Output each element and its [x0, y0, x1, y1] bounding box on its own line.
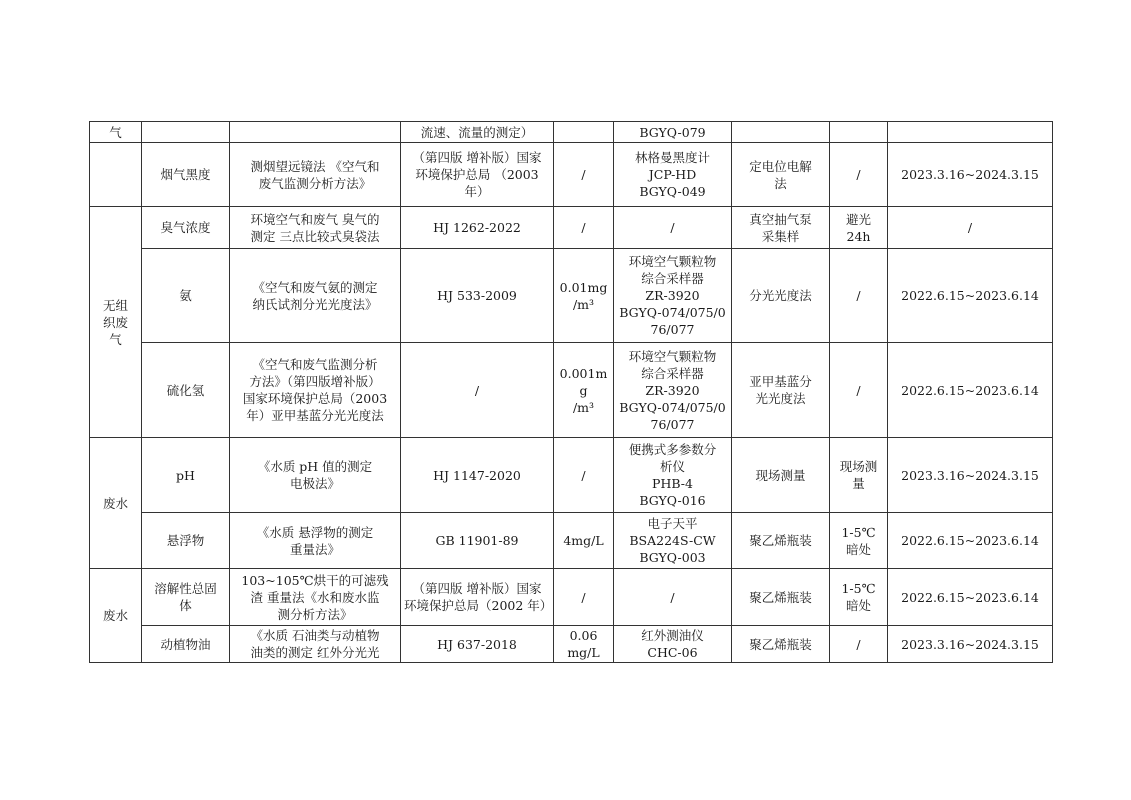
- table-row: [90, 569, 1053, 626]
- table-row: [90, 249, 1053, 343]
- item-cell: 动植物油: [142, 626, 230, 663]
- method-cell: 103~105℃烘干的可滤残 渣 重量法《水和废水监 测分析方法》: [230, 569, 401, 626]
- method-cell: 《水质 悬浮物的测定 重量法》: [230, 513, 401, 569]
- preservation-cell: 聚乙烯瓶装: [732, 626, 830, 663]
- validity-cell: 2022.6.15~2023.6.14: [888, 513, 1053, 569]
- item-cell: 硫化氢: [142, 343, 230, 438]
- method-cell: 测烟望远镜法 《空气和 废气监测分析方法》: [230, 143, 401, 207]
- table-row: [90, 438, 1053, 513]
- method-cell: 《水质 石油类与动植物 油类的测定 红外分光光: [230, 626, 401, 663]
- item-cell: [142, 122, 230, 143]
- standard-cell: HJ 1262-2022: [401, 207, 554, 249]
- validity-cell: 2022.6.15~2023.6.14: [888, 249, 1053, 343]
- validity-cell: 2023.3.16~2024.3.15: [888, 438, 1053, 513]
- preservation-cell: 亚甲基蓝分 光光度法: [732, 343, 830, 438]
- instrument-cell: 便携式多参数分 析仪 PHB-4 BGYQ-016: [614, 438, 732, 513]
- preservation-cell: 分光光度法: [732, 249, 830, 343]
- method-cell: 《空气和废气监测分析 方法》（第四版增补版） 国家环境保护总局（2003 年）亚甲基蓝分光光度法: [230, 343, 401, 438]
- table-row: [90, 343, 1053, 438]
- instrument-cell: /: [614, 207, 732, 249]
- table-row: [90, 122, 1053, 143]
- storage-cell: 1-5℃ 暗处: [830, 513, 888, 569]
- storage-cell: /: [830, 143, 888, 207]
- storage-cell: [830, 122, 888, 143]
- preservation-cell: 定电位电解 法: [732, 143, 830, 207]
- method-cell: 《水质 pH 值的测定 电极法》: [230, 438, 401, 513]
- storage-cell: /: [830, 343, 888, 438]
- standard-cell: HJ 533-2009: [401, 249, 554, 343]
- standard-cell: （第四版 增补版）国家 环境保护总局 （2003 年）: [401, 143, 554, 207]
- limit-cell: 0.01mg /m³: [554, 249, 614, 343]
- storage-cell: /: [830, 626, 888, 663]
- instrument-cell: BGYQ-079: [614, 122, 732, 143]
- category-cell: 废水: [90, 438, 142, 569]
- limit-cell: /: [554, 569, 614, 626]
- instrument-cell: 环境空气颗粒物 综合采样器 ZR-3920 BGYQ-074/075/0 76/077: [614, 343, 732, 438]
- limit-cell: /: [554, 438, 614, 513]
- limit-cell: 0.001mg /m³: [554, 343, 614, 438]
- limit-cell: /: [554, 207, 614, 249]
- validity-cell: /: [888, 207, 1053, 249]
- validity-cell: 2023.3.16~2024.3.15: [888, 626, 1053, 663]
- item-cell: 溶解性总固 体: [142, 569, 230, 626]
- item-cell: 悬浮物: [142, 513, 230, 569]
- standard-cell: （第四版 增补版）国家 环境保护总局（2002 年）: [401, 569, 554, 626]
- preservation-cell: 现场测量: [732, 438, 830, 513]
- item-cell: 臭气浓度: [142, 207, 230, 249]
- storage-cell: 1-5℃ 暗处: [830, 569, 888, 626]
- category-cell: 废水: [90, 569, 142, 663]
- storage-cell: 避光 24h: [830, 207, 888, 249]
- standard-cell: /: [401, 343, 554, 438]
- validity-cell: 2022.6.15~2023.6.14: [888, 343, 1053, 438]
- table-row: [90, 626, 1053, 663]
- instrument-cell: /: [614, 569, 732, 626]
- item-cell: pH: [142, 438, 230, 513]
- table-row: [90, 143, 1053, 207]
- instrument-cell: 电子天平 BSA224S-CW BGYQ-003: [614, 513, 732, 569]
- method-cell: [230, 122, 401, 143]
- instrument-cell: 红外测油仪 CHC-06: [614, 626, 732, 663]
- validity-cell: [888, 122, 1053, 143]
- preservation-cell: [732, 122, 830, 143]
- storage-cell: /: [830, 249, 888, 343]
- validity-cell: 2022.6.15~2023.6.14: [888, 569, 1053, 626]
- monitoring-methods-table: [89, 121, 1053, 663]
- standard-cell: HJ 1147-2020: [401, 438, 554, 513]
- item-cell: 氨: [142, 249, 230, 343]
- standard-cell: HJ 637-2018: [401, 626, 554, 663]
- preservation-cell: 聚乙烯瓶装: [732, 513, 830, 569]
- method-cell: 《空气和废气氨的测定 纳氏试剂分光光度法》: [230, 249, 401, 343]
- table-row: [90, 513, 1053, 569]
- validity-cell: 2023.3.16~2024.3.15: [888, 143, 1053, 207]
- instrument-cell: 环境空气颗粒物 综合采样器 ZR-3920 BGYQ-074/075/0 76/077: [614, 249, 732, 343]
- preservation-cell: 聚乙烯瓶装: [732, 569, 830, 626]
- item-cell: 烟气黑度: [142, 143, 230, 207]
- category-cell: 气: [90, 122, 142, 143]
- limit-cell: /: [554, 143, 614, 207]
- limit-cell: 0.06 mg/L: [554, 626, 614, 663]
- instrument-cell: 林格曼黑度计 JCP-HD BGYQ-049: [614, 143, 732, 207]
- limit-cell: 4mg/L: [554, 513, 614, 569]
- category-cell: [90, 143, 142, 207]
- method-cell: 环境空气和废气 臭气的 测定 三点比较式臭袋法: [230, 207, 401, 249]
- table-row: [90, 207, 1053, 249]
- storage-cell: 现场测 量: [830, 438, 888, 513]
- category-cell: 无组 织废 气: [90, 207, 142, 438]
- standard-cell: 流速、流量的测定）: [401, 122, 554, 143]
- limit-cell: [554, 122, 614, 143]
- standard-cell: GB 11901-89: [401, 513, 554, 569]
- preservation-cell: 真空抽气泵 采集样: [732, 207, 830, 249]
